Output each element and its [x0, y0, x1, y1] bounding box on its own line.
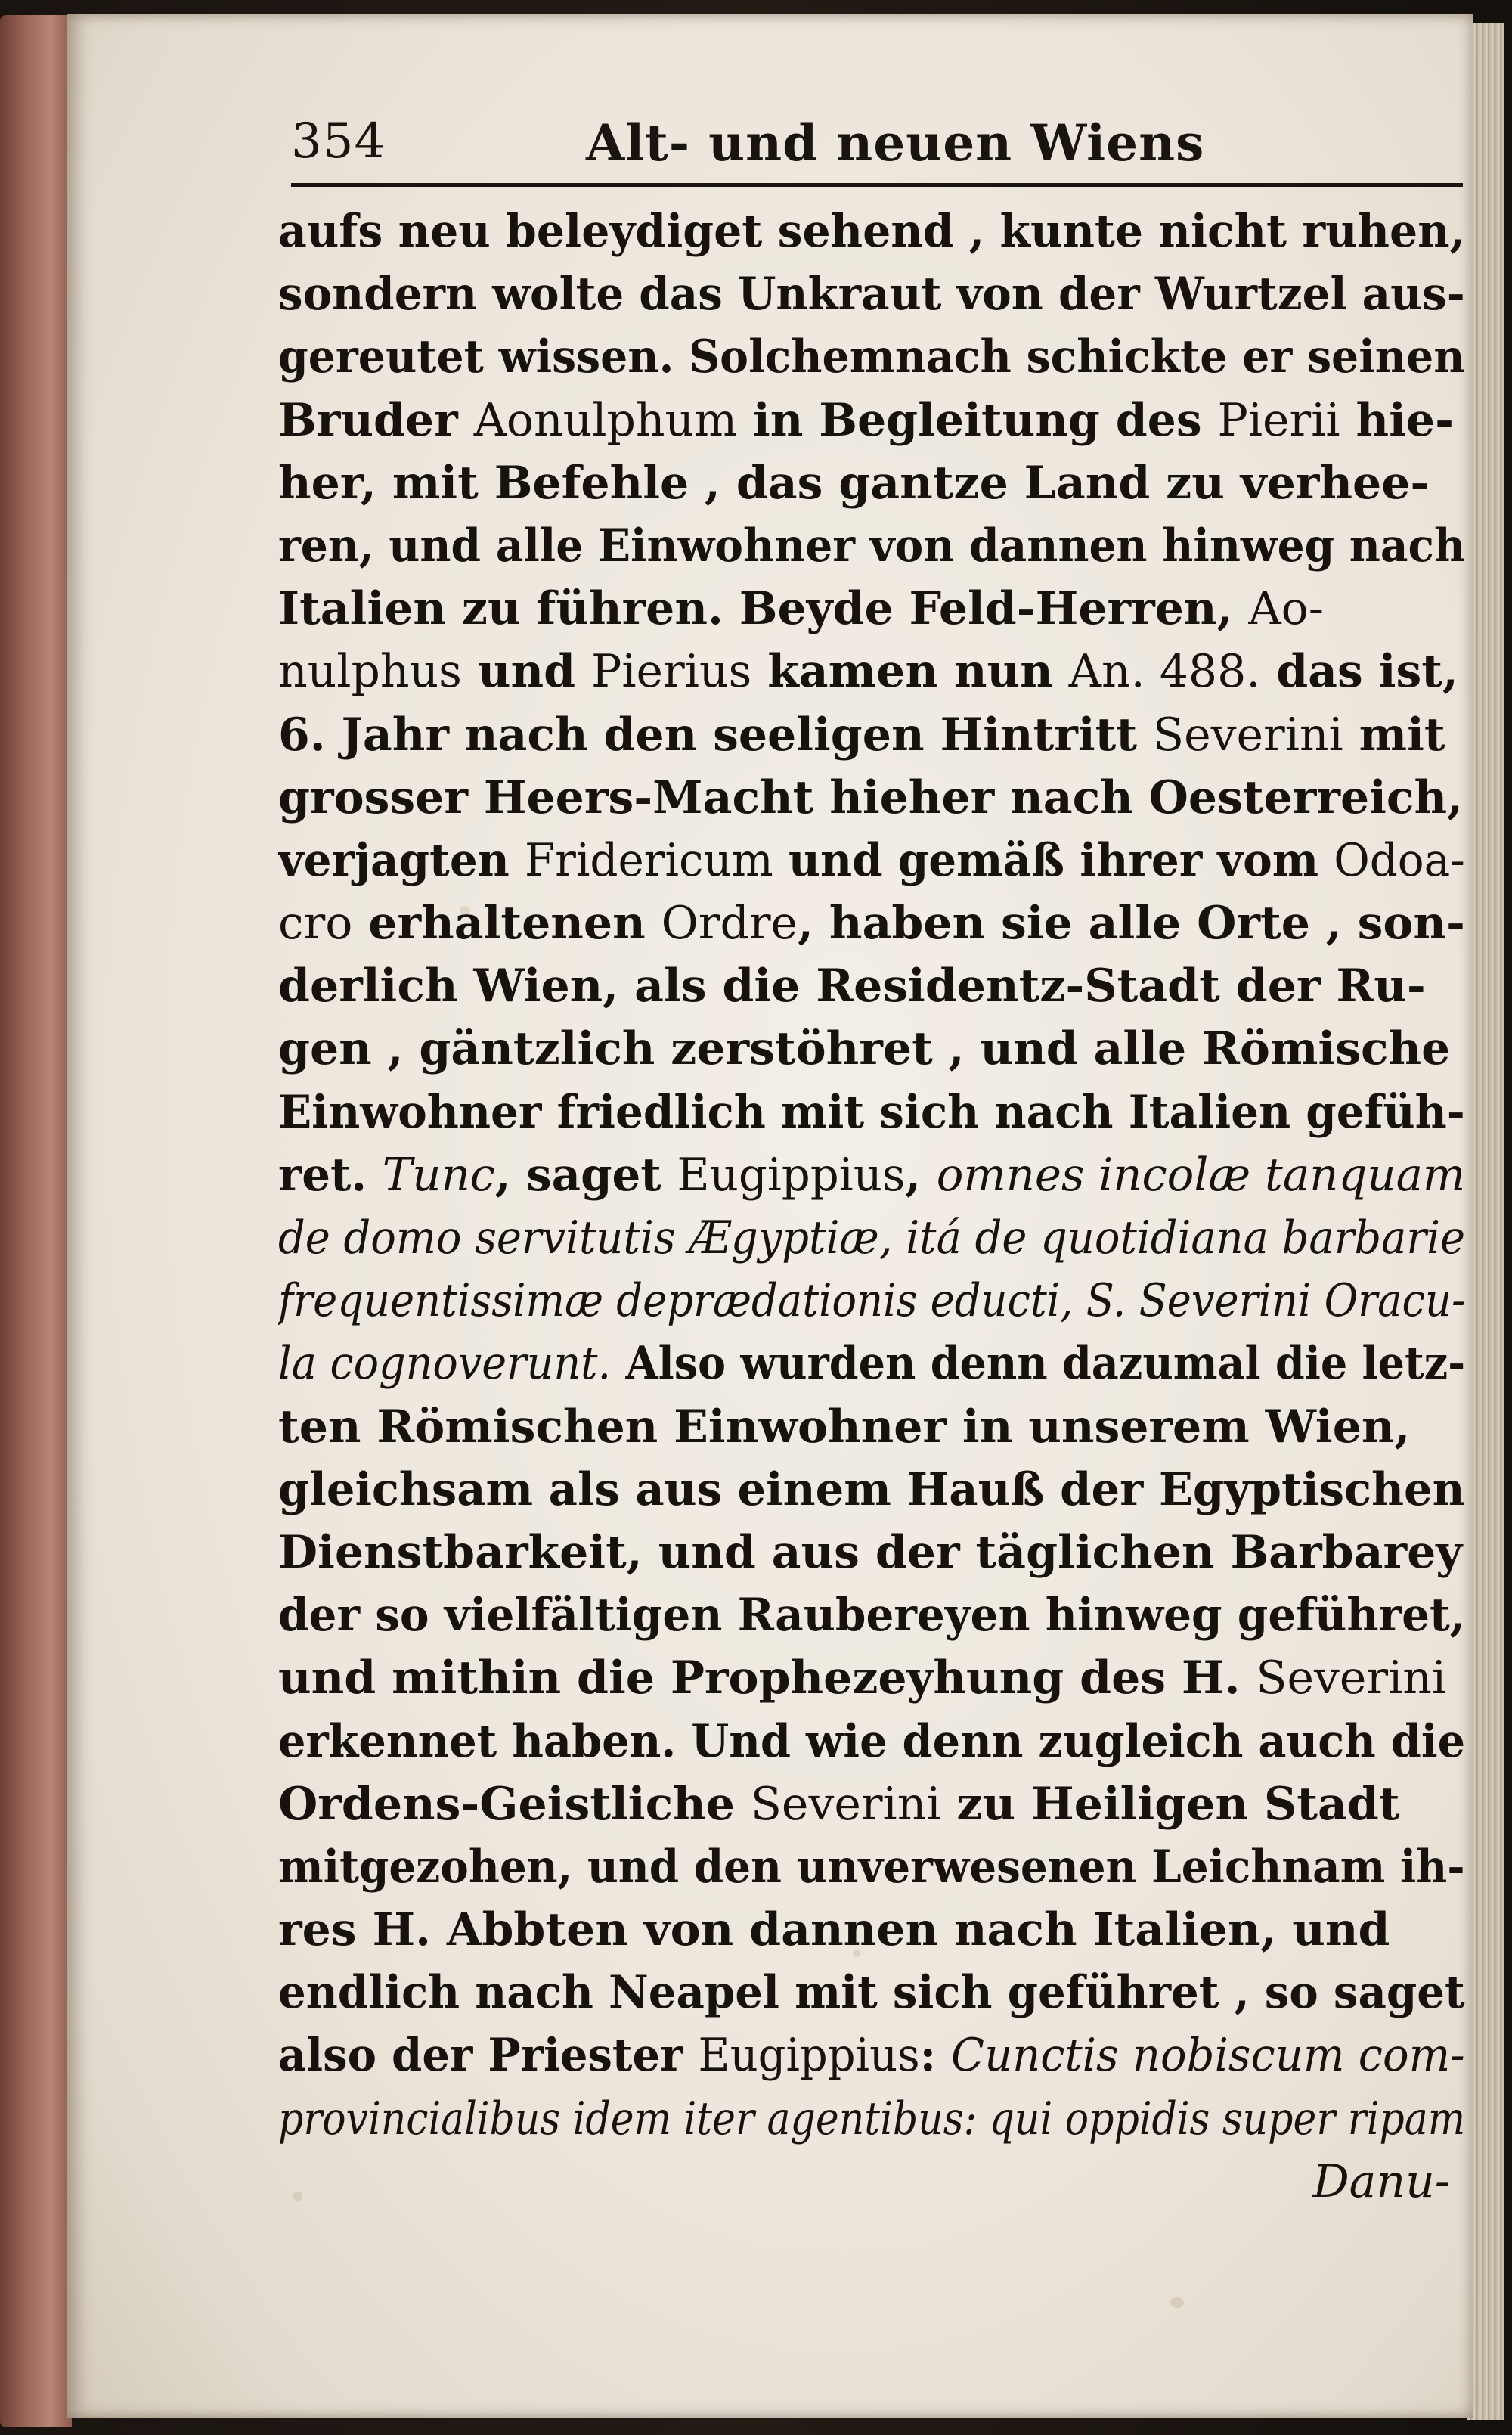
text-segment: Also wurden denn dazumal die letz-: [611, 1337, 1465, 1391]
text-segment: Severini: [750, 1777, 941, 1831]
text-segment: :: [919, 2029, 952, 2083]
text-segment: Tunc: [382, 1148, 495, 1202]
text-line: [278, 1962, 1465, 2024]
text-segment: frequentissimæ deprædationis educti, S. Severini Oracu-: [278, 1274, 1465, 1328]
text-segment: res H. Abbten von dannen nach Italien, und: [278, 1903, 1390, 1957]
text-line: [278, 1711, 1465, 1773]
text-segment: mitgezohen, und den unverwesenen Leichnam ih-: [278, 1840, 1465, 1894]
text-segment: Severini: [1256, 1652, 1447, 1705]
text-segment: la cognoverunt.: [278, 1337, 612, 1391]
text-line: [278, 892, 1465, 955]
text-segment: Eugippius: [698, 2029, 920, 2083]
text-line: [278, 1396, 1465, 1459]
header-rule: [291, 183, 1463, 187]
foxing-spot: [1170, 2297, 1184, 2308]
text-segment: Italien zu führen. Beyde Feld-Herren,: [278, 582, 1249, 636]
text-line: [278, 1584, 1465, 1647]
text-line: [278, 830, 1465, 892]
catchword-text: Danu-: [1312, 2154, 1450, 2208]
text-line: [278, 955, 1465, 1018]
text-line: [278, 1899, 1465, 1962]
text-line: [278, 389, 1465, 452]
text-segment: ten Römischen Einwohner in unserem Wien,: [278, 1400, 1411, 1453]
text-line: [278, 578, 1465, 641]
catchword: [278, 2151, 1465, 2213]
text-segment: Cunctis nobiscum com-: [951, 2029, 1465, 2083]
text-segment: und gemäß ihrer vom: [773, 833, 1334, 887]
text-segment: her, mit Befehle , das gantze Land zu verhee-: [278, 456, 1430, 510]
text-segment: das ist,: [1260, 645, 1458, 699]
text-segment: und mithin die Prophezeyhung des H.: [278, 1652, 1256, 1705]
running-title: Alt- und neuen Wiens: [586, 113, 1205, 172]
text-segment: zu Heiligen Stadt: [940, 1777, 1400, 1831]
text-line: [278, 1459, 1465, 1521]
text-line: [278, 2024, 1465, 2087]
text-segment: , haben sie alle Orte , son-: [798, 897, 1465, 951]
text-segment: der so vielfältigen Raubereyen hinweg geführet,: [278, 1589, 1465, 1642]
text-segment: provincialibus idem iter agentibus: qui oppidis super ripam: [278, 2092, 1466, 2145]
text-line: [278, 1144, 1465, 1207]
text-segment: sondern wolte das Unkraut von der Wurtzel aus-: [278, 268, 1465, 321]
text-segment: also der Priester: [278, 2029, 699, 2083]
page-number: 354: [291, 113, 386, 169]
text-segment: kamen nun: [751, 645, 1069, 699]
text-segment: mit: [1343, 708, 1445, 762]
text-segment: de domo servitutis Ægyptiæ, itá de quotidiana barbarie: [278, 1211, 1465, 1264]
text-line: [278, 263, 1465, 326]
text-segment: hie-: [1340, 393, 1455, 447]
text-segment: , saget: [494, 1148, 677, 1202]
text-segment: ren, und alle Einwohner von dannen hinweg nach: [278, 519, 1466, 572]
text-segment: An. 488.: [1068, 645, 1261, 699]
text-segment: cro: [278, 897, 353, 951]
text-segment: endlich nach Neapel mit sich geführet , so saget: [278, 1966, 1465, 2020]
text-segment: und: [461, 645, 591, 699]
text-segment: Fridericum: [524, 833, 773, 887]
text-segment: gereutet wissen. Solchemnach schickte er seinen: [278, 330, 1465, 384]
text-line: [278, 704, 1465, 767]
text-segment: 6. Jahr nach den seeligen Hintritt: [278, 708, 1153, 762]
text-segment: verjagten: [278, 833, 525, 887]
text-segment: gleichsam als aus einem Hauß der Egyptischen: [278, 1463, 1465, 1516]
text-line: [278, 1081, 1465, 1144]
text-line: [278, 1836, 1465, 1899]
text-line: [278, 1018, 1465, 1081]
body-text: [278, 200, 1465, 2213]
text-line: [278, 1647, 1465, 1710]
text-segment: aufs neu beleydiget sehend , kunte nicht ruhen,: [278, 205, 1465, 258]
text-segment: Odoa-: [1334, 833, 1465, 887]
text-segment: erhaltenen: [352, 897, 662, 951]
text-segment: Pierii: [1217, 393, 1340, 447]
text-segment: omnes incolæ tanquam: [936, 1148, 1466, 1202]
page-header: [291, 113, 1463, 197]
text-line: [278, 1521, 1465, 1584]
text-segment: Pierius: [590, 645, 752, 699]
text-segment: Ordens-Geistliche: [278, 1777, 751, 1831]
text-segment: Einwohner friedlich mit sich nach Italien gefüh-: [278, 1085, 1465, 1139]
text-line: [278, 767, 1465, 830]
text-line: [278, 452, 1465, 515]
text-segment: ,: [905, 1148, 937, 1202]
text-line: [278, 515, 1465, 578]
text-line: [278, 1207, 1465, 1270]
text-segment: in Begleitung des: [737, 393, 1218, 447]
text-segment: nulphus: [278, 645, 462, 699]
text-segment: grosser Heers-Macht hieher nach Oesterreich,: [278, 771, 1463, 824]
text-segment: Ordre: [661, 897, 798, 951]
text-line: [278, 1270, 1465, 1332]
text-segment: derlich Wien, als die Residentz-Stadt der Ru-: [278, 960, 1426, 1013]
text-segment: gen , gäntzlich zerstöhret , und alle Römische: [278, 1022, 1451, 1076]
text-segment: Aonulphum: [473, 393, 738, 447]
text-segment: Bruder: [278, 393, 474, 447]
text-segment: Dienstbarkeit, und aus der täglichen Barbarey: [278, 1525, 1463, 1579]
text-segment: Ao-: [1248, 582, 1325, 636]
text-line: [278, 641, 1465, 703]
text-segment: Eugippius: [677, 1148, 906, 1202]
text-segment: erkennet haben. Und wie denn zugleich auch die: [278, 1714, 1466, 1768]
text-line: [278, 2088, 1465, 2151]
text-line: [278, 326, 1465, 389]
text-line: [278, 200, 1465, 263]
book-cover-edge: [0, 15, 72, 2427]
text-segment: Severini: [1153, 708, 1343, 762]
text-line: [278, 1773, 1465, 1836]
text-segment: ret.: [278, 1148, 383, 1202]
text-line: [278, 1332, 1465, 1395]
